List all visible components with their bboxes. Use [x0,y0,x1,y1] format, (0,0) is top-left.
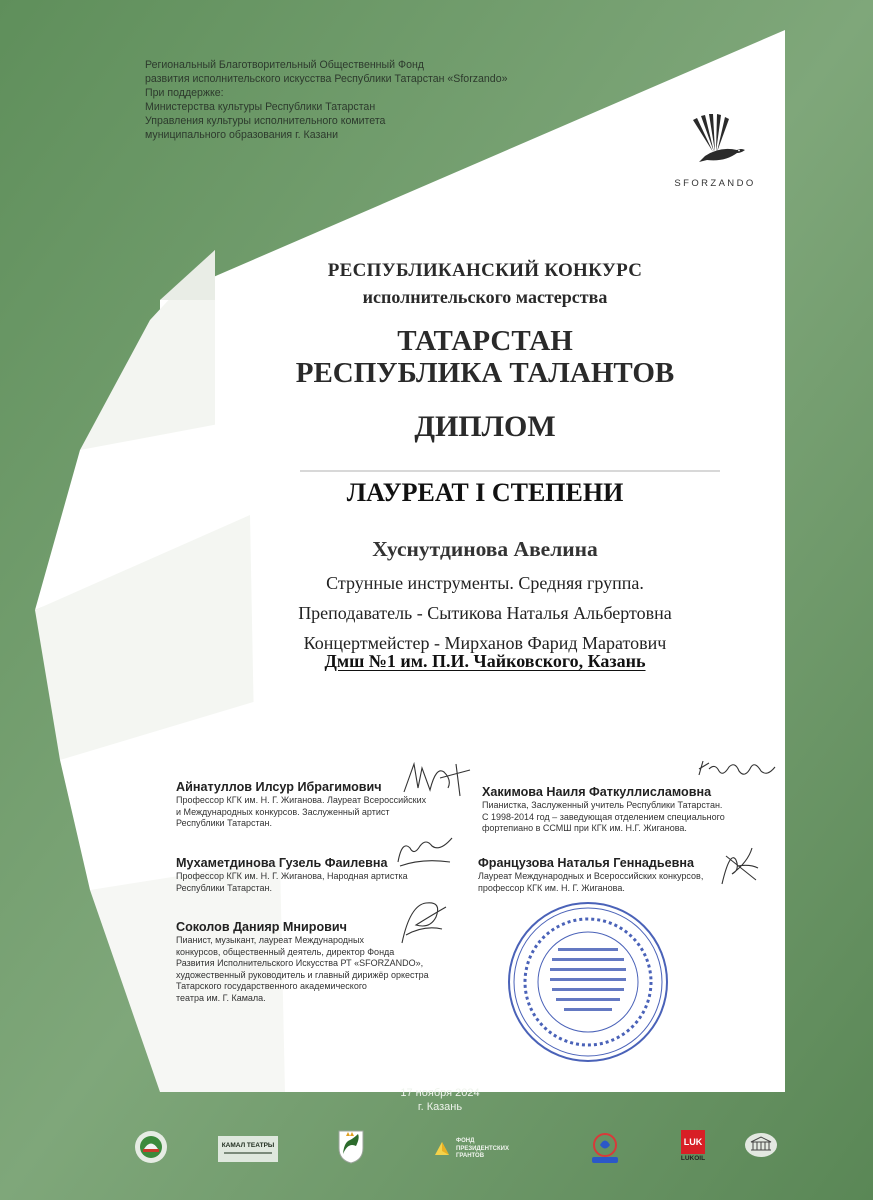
fund-line: ФОНД [456,1138,475,1144]
kamal-theatre-logo [218,1136,278,1162]
header-line: Министерства культуры Республики Татарстан [145,101,376,113]
fund-line: ГРАНТОВ [456,1153,485,1159]
header-line: развития исполнительского искусства Республики Татарстан «Sforzando» [145,73,508,85]
jury-desc-line: Лауреат Международных и Всероссийских конкурсов, [478,871,704,881]
lukoil-text: LUKOIL [680,1155,706,1162]
recipient-name: Хуснутдинова Авелина [372,537,598,561]
school [200,651,770,672]
institution-building-icon [744,1132,778,1158]
fund-line: ПРЕЗИДЕНТСКИХ [456,1145,509,1152]
recipient-details [200,568,770,658]
partner-emblem-icon [588,1130,622,1166]
city-text: г. Казань [417,1101,463,1113]
jury-name: Французова Наталья Геннадьевна [478,856,695,870]
category: Струнные инструменты. Средняя группа. [326,573,644,593]
jury-desc-line: Профессор КГК им. Н. Г. Жиганова, Народная артистка [176,871,408,881]
jury-name: Айнатуллов Илсур Ибрагимович [176,780,382,794]
header-line: Региональный Благотворительный Общественный Фонд [145,59,424,71]
jury-desc-line: профессор КГК им. Н. Г. Жиганова. [478,882,625,893]
grants-star-icon [432,1139,452,1159]
jury-desc-line: фортепиано в ССМШ при КГК им. Н.Г. Жиганова. [482,823,687,833]
official-stamp [506,900,671,1065]
jury-member [482,785,782,835]
jury-desc-line: конкурсов, общественный деятель, директор Фонда [176,946,395,957]
jury-name: Мухаметдинова Гузель Фаилевна [176,856,388,870]
bird-fan-icon [675,112,755,172]
date-text: 17 ноября 2024 [400,1087,480,1099]
jury-desc-line: и Международных конкурсов. Заслуженный артист [176,806,390,817]
teacher: Преподаватель - Сытикова Наталья Альбертовна [298,603,672,623]
signature-icon [396,895,456,950]
jury-name: Соколов Данияр Мнирович [176,920,347,934]
contest-name-line2: РЕСПУБЛИКА ТАЛАНТОВ [295,357,675,389]
header-line: муниципального образования г. Казани [145,129,339,141]
issue-date [380,1086,500,1114]
jury-desc-line: Пианистка, Заслуженный учитель Республики Татарстан. [482,800,723,810]
signature-icon [695,755,785,785]
tatarstan-emblem-icon [134,1130,168,1164]
logo-text: SFORZANDO [674,178,756,189]
presidential-grants-logo [432,1136,512,1162]
diploma-heading: ДИПЛОМ [414,410,556,443]
lukoil-mark: LUK [681,1130,705,1154]
signature-icon [392,832,458,872]
jury-desc-line: художественный руководитель и главный дирижёр оркестра [176,969,429,980]
school-name: Дмш №1 им. П.И. Чайковского, Казань [324,651,646,671]
header-line: Управления культуры исполнительного комитета [145,115,386,127]
jury-desc-line: Татарского государственного академического [176,981,367,991]
jury-desc-line: С 1998-2014 год – заведующая отделением специального [482,811,725,822]
header-line: При поддержке: [145,87,224,99]
divider [300,470,720,472]
jury-desc-line: Профессор КГК им. Н. Г. Жиганова. Лауреат Всероссийских [176,795,427,805]
jury-name: Хакимова Наиля Фаткуллисламовна [482,785,712,799]
jury-desc-line: Республики Татарстан. [176,882,273,893]
signature-icon [400,758,480,800]
jury-desc-line: Республики Татарстан. [176,818,273,828]
signature-icon [712,840,767,890]
contest-title-line1: РЕСПУБЛИКАНСКИЙ КОНКУРС [327,260,643,281]
contest-title-line2: исполнительского мастерства [362,287,608,307]
jury-desc-line: Развития Исполнительского Искусства РТ «SFORZANDO», [176,958,424,968]
lukoil-logo [676,1130,710,1162]
contest-name-line1: ТАТАРСТАН [397,325,573,357]
contest-name [220,325,750,389]
kamal-text: КАМАЛ ТЕАТРЫ [221,1142,275,1149]
accompanist: Концертмейстер - Мирханов Фарид Маратович [303,633,667,653]
organizer-header [145,58,605,142]
kazan-coat-of-arms-icon [336,1128,366,1164]
sforzando-logo [660,112,770,189]
jury-desc-line: Пианист, музыкант, лауреат Международных [176,935,364,945]
award-title: ЛАУРЕАТ I СТЕПЕНИ [346,478,624,507]
jury-desc-line: театра им. Г. Камала. [176,992,266,1003]
